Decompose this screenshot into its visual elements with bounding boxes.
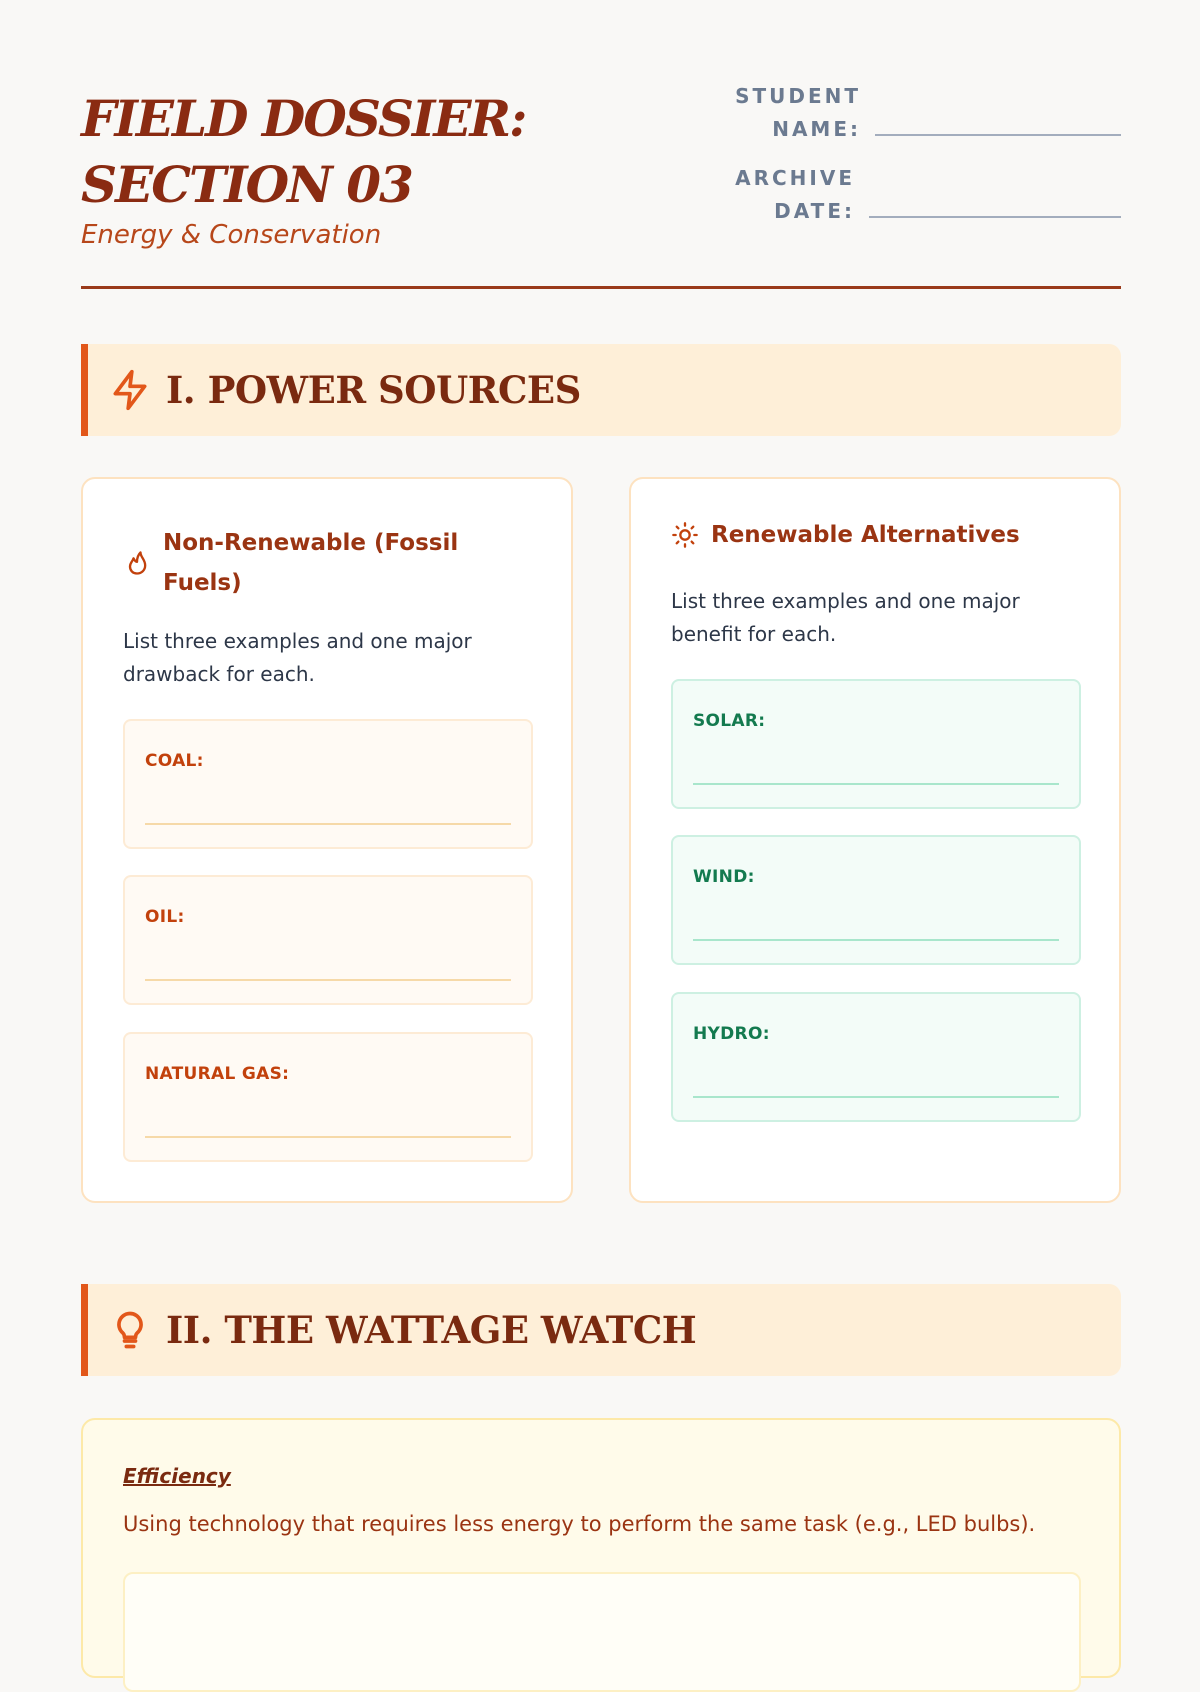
- archive-date-field[interactable]: [869, 216, 1121, 218]
- card-title: Renewable Alternatives: [711, 522, 1020, 548]
- answer-line[interactable]: [693, 783, 1059, 785]
- efficiency-answer-area[interactable]: [123, 1572, 1081, 1692]
- header-divider: [81, 286, 1121, 289]
- coal-field[interactable]: [123, 719, 533, 849]
- non-renewable-card: [81, 477, 573, 1203]
- field-label: HYDRO:: [693, 1024, 770, 1044]
- section-banner-wattage-watch: [81, 1284, 1121, 1376]
- lightning-icon: [108, 368, 152, 412]
- section-title: I. POWER SOURCES: [166, 368, 581, 412]
- section-title: II. THE WATTAGE WATCH: [166, 1308, 697, 1352]
- wind-field[interactable]: [671, 835, 1081, 965]
- renewable-card: [629, 477, 1121, 1203]
- natural-gas-field[interactable]: [123, 1032, 533, 1162]
- field-label: NATURAL GAS:: [145, 1064, 290, 1084]
- efficiency-term: Efficiency: [123, 1464, 231, 1488]
- answer-line[interactable]: [145, 823, 511, 825]
- card-header: [671, 515, 1020, 555]
- answer-line[interactable]: [693, 1096, 1059, 1098]
- title-line-1: FIELD DOSSIER:: [81, 89, 526, 148]
- answer-line[interactable]: [145, 1136, 511, 1138]
- sun-icon: [671, 521, 699, 549]
- solar-field[interactable]: [671, 679, 1081, 809]
- student-meta: [701, 80, 1121, 244]
- field-label: WIND:: [693, 867, 755, 887]
- header: [81, 0, 1121, 290]
- oil-field[interactable]: [123, 875, 533, 1005]
- worksheet-page: [81, 0, 1121, 1536]
- efficiency-box: [81, 1418, 1121, 1678]
- page-subtitle: Energy & Conservation: [81, 220, 382, 250]
- field-label: OIL:: [145, 907, 185, 927]
- card-instructions: List three examples and one major benefit for each.: [671, 589, 1020, 646]
- hydro-field[interactable]: [671, 992, 1081, 1122]
- field-label: SOLAR:: [693, 711, 766, 731]
- student-name-label: STUDENT NAME:: [735, 84, 861, 141]
- answer-line[interactable]: [145, 979, 511, 981]
- card-instructions: List three examples and one major drawback for each.: [123, 629, 472, 686]
- archive-date-row: [701, 162, 1121, 228]
- flame-icon: [123, 549, 151, 577]
- student-name-row: [701, 80, 1121, 146]
- answer-line[interactable]: [693, 939, 1059, 941]
- card-title: Non-Renewable (Fossil Fuels): [163, 530, 459, 596]
- page-title: [81, 86, 601, 218]
- section-banner-power-sources: [81, 344, 1121, 436]
- archive-date-label: ARCHIVE DATE:: [735, 166, 855, 223]
- student-name-field[interactable]: [875, 134, 1121, 136]
- efficiency-definition: Using technology that requires less energy to perform the same task (e.g., LED bulbs).: [123, 1512, 1036, 1536]
- lightbulb-icon: [108, 1308, 152, 1352]
- card-header: [123, 523, 458, 603]
- field-label: COAL:: [145, 751, 204, 771]
- title-block: [81, 86, 601, 250]
- title-line-2: SECTION 03: [81, 155, 412, 214]
